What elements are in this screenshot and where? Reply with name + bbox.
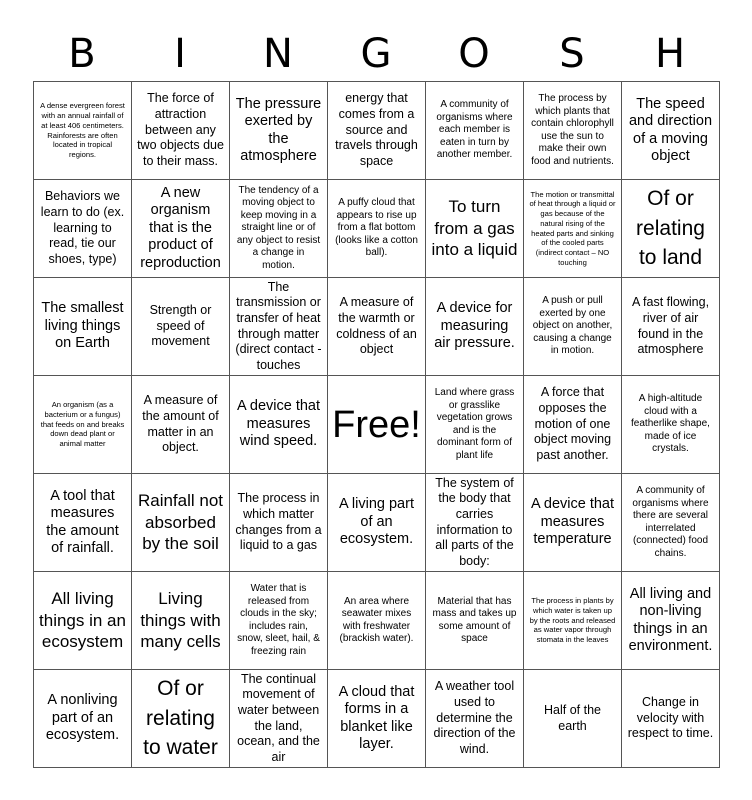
- bingo-cell[interactable]: [426, 278, 524, 376]
- header-letter-h: H: [654, 31, 686, 77]
- cell-text: The process in plants by which water is taken up by the roots and released as water vapor through stomata in the leaves: [529, 596, 616, 645]
- cell-text: The process in which matter changes from a liquid to a gas: [235, 491, 322, 553]
- cell-text: Water that is released from clouds in the sky; includes rain, snow, sleet, hail, & freezing rain: [237, 583, 320, 657]
- cell-text: A device for measuring air pressure.: [434, 300, 515, 352]
- cell-text: Living things with many cells: [140, 588, 221, 652]
- bingo-cell[interactable]: [132, 180, 230, 278]
- cell-text: The force of attraction between any two objects due to their mass.: [137, 91, 224, 168]
- cell-text: The tendency of a moving object to keep moving in a straight line or of any object to resist a change in motion.: [236, 184, 321, 271]
- bingo-cell[interactable]: [132, 572, 230, 670]
- cell-text: A weather tool used to determine the direction of the wind.: [433, 679, 516, 756]
- cell-text: A community of organisms where each member is eaten in turn by another member.: [436, 99, 513, 161]
- cell-text: A fast flowing, river of air found in the atmosphere: [631, 295, 710, 357]
- cell-text: A device that measures temperature: [530, 496, 615, 548]
- header-letter-i: I: [174, 31, 186, 77]
- bingo-cell[interactable]: [524, 474, 622, 572]
- bingo-cell[interactable]: [328, 572, 426, 670]
- cell-text: The smallest living things on Earth: [41, 300, 124, 352]
- bingo-cell[interactable]: [34, 670, 132, 768]
- bingo-cell[interactable]: [622, 376, 720, 474]
- bingo-cell[interactable]: [230, 670, 328, 768]
- bingo-cell[interactable]: [34, 572, 132, 670]
- bingo-cell[interactable]: [34, 474, 132, 572]
- bingo-cell[interactable]: [524, 572, 622, 670]
- cell-text: Land where grass or grasslike vegetation grows and is the dominant form of plant life: [434, 387, 515, 461]
- bingo-cell[interactable]: [328, 180, 426, 278]
- free-space-label: Free!: [332, 403, 421, 446]
- bingo-cell[interactable]: [622, 474, 720, 572]
- bingo-cell[interactable]: [328, 474, 426, 572]
- header-letter-b: B: [68, 31, 96, 77]
- bingo-cell[interactable]: [230, 474, 328, 572]
- bingo-cell[interactable]: [622, 180, 720, 278]
- cell-text: An organism (as a bacterium or a fungus) that feeds on and breaks down dead plant or animal matter: [40, 400, 125, 449]
- cell-text: The transmission or transfer of heat through matter (direct contact - touches: [235, 279, 322, 372]
- bingo-cell[interactable]: [34, 376, 132, 474]
- cell-text: The continual movement of water between the land, ocean, and the air: [237, 671, 320, 764]
- bingo-cell[interactable]: [524, 670, 622, 768]
- cell-text: A tool that measures the amount of rainfall.: [46, 487, 119, 556]
- cell-text: A measure of the warmth or coldness of an object: [336, 295, 417, 357]
- cell-text: energy that comes from a source and travels through space: [335, 91, 418, 168]
- bingo-cell[interactable]: [622, 572, 720, 670]
- bingo-cell[interactable]: [426, 572, 524, 670]
- cell-text: The process by which plants that contain chlorophyll use the sun to make their own food and nutrients.: [531, 93, 614, 167]
- cell-text: A living part of an ecosystem.: [339, 496, 414, 548]
- bingo-cell[interactable]: [230, 376, 328, 474]
- free-space[interactable]: [328, 376, 426, 474]
- cell-text: Material that has mass and takes up some amount of space: [432, 595, 517, 644]
- bingo-cell[interactable]: [426, 82, 524, 180]
- cell-text: Behaviors we learn to do (ex. learning to read, tie our shoes, type): [40, 189, 125, 266]
- bingo-cell[interactable]: [132, 278, 230, 376]
- header-letter-n: N: [263, 31, 293, 77]
- cell-text: Of or relating to water: [143, 677, 218, 760]
- cell-text: The system of the body that carries information to all parts of the body:: [435, 475, 514, 568]
- bingo-cell[interactable]: [524, 180, 622, 278]
- cell-text: Of or relating to land: [636, 187, 705, 270]
- cell-text: A high-altitude cloud with a featherlike shape, made of ice crystals.: [631, 393, 710, 455]
- bingo-grid: [33, 81, 720, 768]
- header-letter-o: O: [458, 31, 490, 77]
- bingo-cell[interactable]: [132, 670, 230, 768]
- bingo-cell[interactable]: [132, 376, 230, 474]
- cell-text: A measure of the amount of matter in an object.: [142, 393, 219, 455]
- bingo-cell[interactable]: [622, 670, 720, 768]
- cell-text: A dense evergreen forest with an annual rainfall of at least 406 centimeters. Rainforests are often located in tropical regions.: [40, 101, 125, 159]
- bingo-cell[interactable]: [132, 82, 230, 180]
- header-letter-s: S: [559, 31, 585, 77]
- bingo-cell[interactable]: [328, 82, 426, 180]
- bingo-cell[interactable]: [34, 278, 132, 376]
- header-letter-g: G: [360, 31, 392, 77]
- bingo-cell[interactable]: [230, 180, 328, 278]
- bingo-cell[interactable]: [622, 82, 720, 180]
- cell-text: Half of the earth: [544, 702, 601, 733]
- bingo-cell[interactable]: [426, 474, 524, 572]
- bingo-cell[interactable]: [426, 376, 524, 474]
- cell-text: A device that measures wind speed.: [236, 398, 321, 450]
- cell-text: A push or pull exerted by one object on another, causing a change in motion.: [532, 295, 613, 357]
- cell-text: A force that opposes the motion of one object moving past another.: [533, 385, 612, 462]
- cell-text: The speed and direction of a moving object: [628, 95, 713, 164]
- bingo-cell[interactable]: [132, 474, 230, 572]
- cell-text: Rainfall not absorbed by the soil: [137, 490, 224, 554]
- cell-text: An area where seawater mixes with freshwater (brackish water).: [339, 595, 414, 644]
- bingo-cell[interactable]: [328, 670, 426, 768]
- bingo-cell[interactable]: [524, 376, 622, 474]
- bingo-cell[interactable]: [34, 82, 132, 180]
- cell-text: A puffy cloud that appears to rise up from a flat bottom (looks like a cotton ball).: [335, 197, 418, 259]
- cell-text: Change in velocity with respect to time.: [627, 695, 714, 741]
- bingo-cell[interactable]: [230, 82, 328, 180]
- cell-text: The pressure exerted by the atmosphere: [235, 95, 322, 164]
- cell-text: The motion or transmittal of heat through a liquid or gas because of the natural rising of the heated parts and sinking of the cooled parts (indirect contact – NO touching: [529, 189, 616, 267]
- cell-text: To turn from a gas into a liquid: [431, 196, 518, 260]
- cell-text: A cloud that forms in a blanket like layer.: [338, 683, 415, 752]
- bingo-cell[interactable]: [426, 180, 524, 278]
- bingo-cell[interactable]: [524, 82, 622, 180]
- cell-text: A new organism that is the product of reproduction: [140, 185, 221, 271]
- bingo-cell[interactable]: [328, 278, 426, 376]
- bingo-header: [33, 28, 719, 80]
- cell-text: Strength or speed of movement: [149, 303, 212, 349]
- bingo-cell[interactable]: [622, 278, 720, 376]
- bingo-cell[interactable]: [34, 180, 132, 278]
- cell-text: A nonliving part of an ecosystem.: [45, 692, 120, 744]
- bingo-cell[interactable]: [524, 278, 622, 376]
- bingo-cell[interactable]: [426, 670, 524, 768]
- cell-text: All living things in an ecosystem: [39, 588, 126, 652]
- cell-text: A community of organisms where there are several interrelated (connected) food chains.: [632, 485, 709, 559]
- bingo-cell[interactable]: [230, 278, 328, 376]
- bingo-cell[interactable]: [230, 572, 328, 670]
- cell-text: All living and non-living things in an environment.: [628, 585, 713, 654]
